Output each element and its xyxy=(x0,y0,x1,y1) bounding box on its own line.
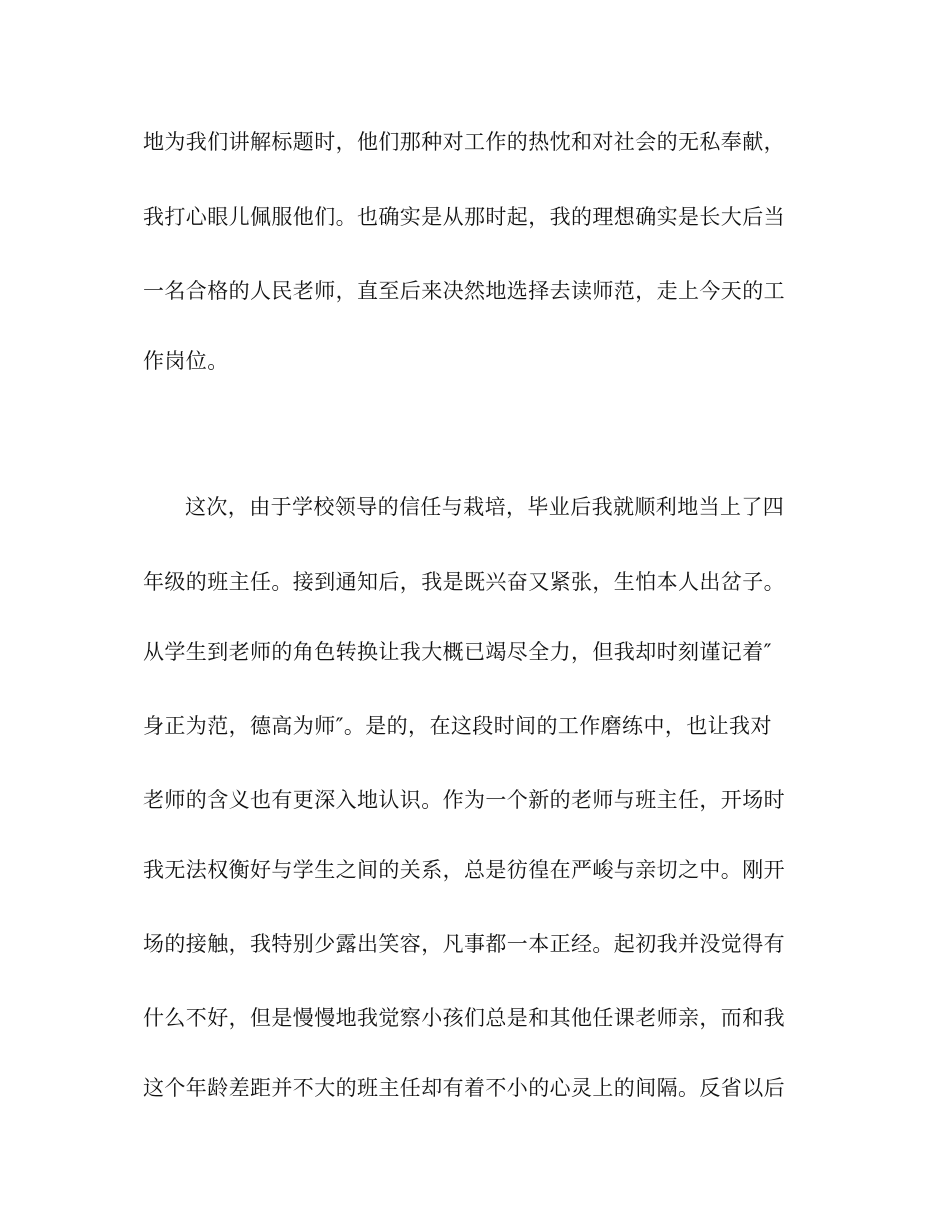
text-line: 从学生到老师的角色转换让我大概已竭尽全力，但我却时刻谨记着″ xyxy=(143,640,772,664)
paragraph-first-line: 这次，由于学校领导的信任与栽培，毕业后我就顺利地当上了四 xyxy=(185,495,785,519)
text-line: 作岗位。 xyxy=(143,349,229,373)
text-line: 一名合格的人民老师，直至后来决然地选择去读师范，走上今天的工 xyxy=(143,279,785,303)
text-line: 什么不好，但是慢慢地我觉察小孩们总是和其他任课老师亲，而和我 xyxy=(143,1006,785,1030)
text-line: 这个年龄差距并不大的班主任却有着不小的心灵上的间隔。反省以后 xyxy=(143,1076,785,1100)
text-line: 我打心眼儿佩服他们。也确实是从那时起，我的理想确实是长大后当 xyxy=(143,205,785,229)
text-line: 老师的含义也有更深入地认识。作为一个新的老师与班主任，开场时 xyxy=(143,788,785,812)
text-line: 我无法权衡好与学生之间的关系，总是彷徨在严峻与亲切之中。刚开 xyxy=(143,858,785,882)
text-line: 场的接触，我特别少露出笑容，凡事都一本正经。起初我并没觉得有 xyxy=(143,932,785,956)
text-line: 身正为范，德高为师″。是的，在这段时间的工作磨练中，也让我对 xyxy=(143,714,772,738)
text-line: 地为我们讲解标题时，他们那种对工作的热忱和对社会的无私奉献， xyxy=(143,130,785,154)
text-line: 年级的班主任。接到通知后，我是既兴奋又紧张，生怕本人出岔子。 xyxy=(143,570,785,594)
